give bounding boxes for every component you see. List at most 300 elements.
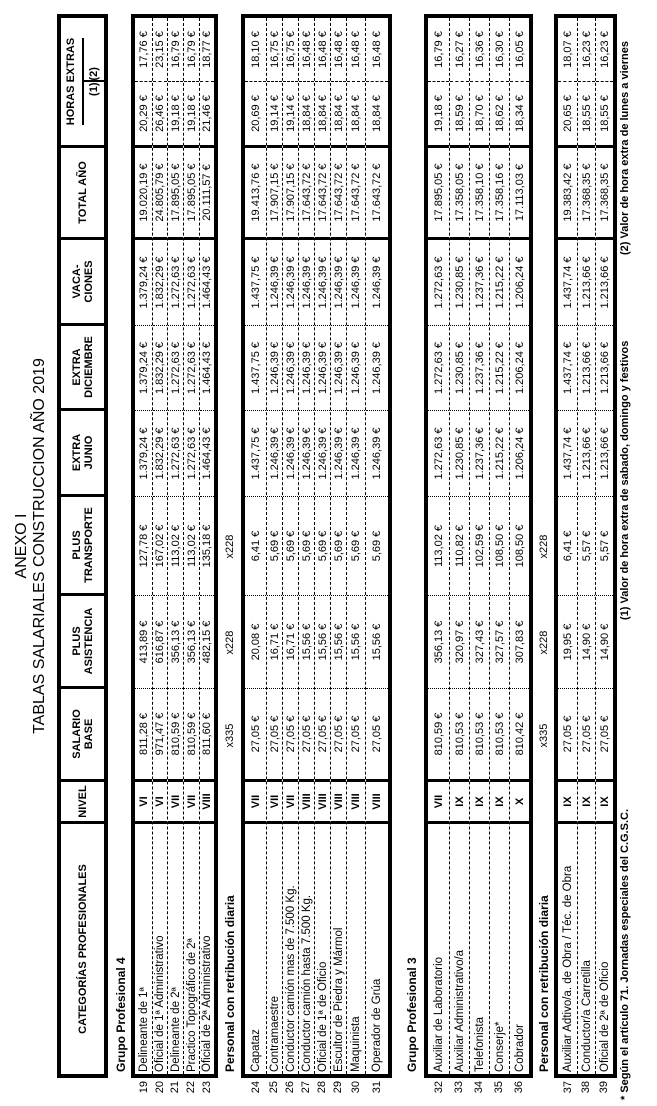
- category-name: Practico Topográfico de 2ª: [185, 938, 198, 1072]
- transport-bonus: 113,02 €: [168, 497, 183, 596]
- header-overtime: [61, 18, 104, 148]
- row-number: 34: [473, 1081, 485, 1094]
- multiplier-asistencia: x228: [224, 630, 236, 655]
- table-header: [57, 14, 108, 1078]
- december-bonus: 1.272,63 €: [168, 326, 183, 411]
- category-name: Escultor de Piedra y Mármol: [332, 927, 345, 1072]
- row-number: 24: [249, 1081, 262, 1094]
- overtime-2: 18,77 €: [200, 18, 214, 82]
- transport-bonus: 5,69 €: [347, 497, 365, 596]
- table-row: [365, 18, 388, 1074]
- table-row: [245, 18, 266, 1074]
- attendance-bonus: 413,89 €: [135, 596, 152, 689]
- vacation: 1.246,39 €: [267, 240, 282, 326]
- transport-bonus: 135,18 €: [200, 497, 214, 596]
- attendance-bonus: 616,87 €: [153, 596, 167, 689]
- row-number: 35: [493, 1081, 505, 1094]
- level: VI: [153, 782, 167, 824]
- level: VIII: [299, 782, 314, 824]
- base-salary: 27,05 €: [283, 689, 298, 782]
- annual-total: 17.368,35 €: [596, 148, 613, 240]
- category-name: Capataz: [249, 1029, 262, 1072]
- june-bonus: 1.230,85 €: [450, 411, 469, 497]
- level: X: [510, 782, 529, 824]
- overtime-1: 20,65 €: [558, 82, 577, 148]
- june-bonus: 1.215,22 €: [490, 411, 509, 497]
- row-number: 31: [370, 1081, 383, 1094]
- december-bonus: 1.246,39 €: [299, 326, 314, 411]
- category-name: Contramaestre: [268, 995, 281, 1072]
- vacation: 1.246,39 €: [299, 240, 314, 326]
- level: IX: [578, 782, 595, 824]
- base-salary: 810,42 €: [510, 689, 529, 782]
- category-name: Auxiliar Adtivo/a. de Obra / Téc. de Obra: [561, 865, 574, 1072]
- annex-title: ANEXO I: [13, 513, 30, 579]
- december-bonus: 1.437,74 €: [558, 326, 577, 411]
- spacer: [535, 782, 553, 824]
- footnote-article-71: * Según el artículo 71. Jornadas especiales del C.G.S.C.: [619, 808, 631, 1100]
- overtime-1: 18,70 €: [470, 82, 489, 148]
- base-salary: 27,05 €: [245, 689, 266, 782]
- vacation: 1.230,85 €: [450, 240, 469, 326]
- annual-total: 17.907,15 €: [267, 148, 282, 240]
- base-salary: 27,05 €: [315, 689, 330, 782]
- june-bonus: 1.213,66 €: [596, 411, 613, 497]
- section-table: [554, 14, 617, 1078]
- december-bonus: 1.215,22 €: [490, 326, 509, 411]
- overtime-2: 18,07 €: [558, 18, 577, 82]
- header-attendance-bonus: PLUS ASISTENCIA: [61, 596, 104, 689]
- overtime-2: 17,76 €: [135, 18, 152, 82]
- footnote-overtime-weekend: (1) Valor de hora extra de sabado, domingo y festivos: [619, 340, 631, 620]
- overtime-1: 26,46 €: [153, 82, 167, 148]
- base-salary: 810,59 €: [168, 689, 183, 782]
- base-salary: 27,05 €: [366, 689, 388, 782]
- level: VIII: [366, 782, 388, 824]
- vacation: 1.213,66 €: [578, 240, 595, 326]
- row-number: 25: [268, 1081, 280, 1094]
- row-number: 36: [513, 1081, 525, 1094]
- june-bonus: 1.832,29 €: [153, 411, 167, 497]
- table-row: [266, 18, 282, 1074]
- vacation: 1.213,66 €: [596, 240, 613, 326]
- category-name: Delineante de 1ª: [137, 987, 150, 1072]
- vacation: 1.832,29 €: [153, 240, 167, 326]
- category-name: Oficial de 1ª Administrativo: [154, 935, 166, 1072]
- overtime-2: 16,48 €: [315, 18, 330, 82]
- table-row: [595, 18, 613, 1074]
- annual-total: 17.643,72 €: [347, 148, 365, 240]
- header-june-bonus: EXTRA JUNIO: [61, 411, 104, 497]
- level: VIII: [347, 782, 365, 824]
- june-bonus: 1.246,39 €: [299, 411, 314, 497]
- base-salary: 810,53 €: [470, 689, 489, 782]
- header-overtime-1: (1): [87, 82, 100, 96]
- row-numbers: [558, 1078, 613, 1106]
- vacation: 1.246,39 €: [331, 240, 346, 326]
- attendance-bonus: 356,13 €: [184, 596, 199, 689]
- row-number: 29: [332, 1081, 344, 1094]
- level: VII: [245, 782, 266, 824]
- level: IX: [470, 782, 489, 824]
- transport-bonus: 102,59 €: [470, 497, 489, 596]
- annual-total: 17.113,03 €: [510, 148, 529, 240]
- table-row: [298, 18, 314, 1074]
- overtime-2: 16,79 €: [168, 18, 183, 82]
- table-row: [489, 18, 509, 1074]
- table-row: [509, 18, 529, 1074]
- base-salary: 27,05 €: [596, 689, 613, 782]
- overtime-1: 19,18 €: [428, 82, 449, 148]
- row-numbers: [428, 1078, 529, 1106]
- base-salary: 810,53 €: [490, 689, 509, 782]
- attendance-bonus: 356,13 €: [168, 596, 183, 689]
- row-number: 20: [153, 1081, 166, 1094]
- annual-total: 17.358,05 €: [450, 148, 469, 240]
- base-salary: 27,05 €: [347, 689, 365, 782]
- vacation: 1.437,74 €: [558, 240, 577, 326]
- attendance-bonus: 16,71 €: [283, 596, 298, 689]
- overtime-1: 18,55 €: [578, 82, 595, 148]
- annual-total: 17.895,05 €: [168, 148, 183, 240]
- june-bonus: 1.246,39 €: [315, 411, 330, 497]
- june-bonus: 1.206,24 €: [510, 411, 529, 497]
- overtime-1: 18,62 €: [490, 82, 509, 148]
- overtime-1: 18,55 €: [596, 82, 613, 148]
- section-label: Grupo Profesional 3: [405, 957, 419, 1072]
- attendance-bonus: 15,56 €: [347, 596, 365, 689]
- overtime-2: 16,48 €: [331, 18, 346, 82]
- header-overtime-title: HORAS EXTRAS: [61, 38, 84, 125]
- overtime-1: 18,84 €: [299, 82, 314, 148]
- annual-total: 17.358,16 €: [490, 148, 509, 240]
- overtime-1: 20,29 €: [135, 82, 152, 148]
- category-name: Auxiliar Administrativo/a: [453, 949, 466, 1072]
- june-bonus: 1.246,39 €: [331, 411, 346, 497]
- attendance-bonus: 482,15 €: [200, 596, 214, 689]
- transport-bonus: 127,78 €: [135, 497, 152, 596]
- transport-bonus: 167,02 €: [153, 497, 167, 596]
- overtime-1: 19,14 €: [267, 82, 282, 148]
- section-label-row: [403, 14, 421, 1078]
- section-table: [131, 14, 218, 1078]
- june-bonus: 1.246,39 €: [283, 411, 298, 497]
- table-row: [469, 18, 489, 1074]
- annual-total: 17.368,35 €: [578, 148, 595, 240]
- overtime-1: 20,69 €: [245, 82, 266, 148]
- annual-total: 19.020,19 €: [135, 148, 152, 240]
- attendance-bonus: 320,97 €: [450, 596, 469, 689]
- level: VII: [283, 782, 298, 824]
- transport-bonus: 6,41 €: [245, 497, 266, 596]
- december-bonus: 1.464,43 €: [200, 326, 214, 411]
- table-row: [449, 18, 469, 1074]
- table-row: [558, 18, 577, 1074]
- header-december-bonus: EXTRA DICIEMBRE: [61, 326, 104, 411]
- attendance-bonus: 19,95 €: [558, 596, 577, 689]
- annual-total: 24.805,79 €: [153, 148, 167, 240]
- june-bonus: 1.246,39 €: [366, 411, 388, 497]
- june-bonus: 1.464,43 €: [200, 411, 214, 497]
- category-name: Conductor/a Carretilla: [580, 960, 593, 1072]
- june-bonus: 1.272,63 €: [428, 411, 449, 497]
- attendance-bonus: 307,83 €: [510, 596, 529, 689]
- spacer: [221, 782, 239, 824]
- overtime-2: 16,30 €: [490, 18, 509, 82]
- june-bonus: 1.272,63 €: [184, 411, 199, 497]
- transport-bonus: 5,69 €: [315, 497, 330, 596]
- december-bonus: 1.246,39 €: [283, 326, 298, 411]
- overtime-1: 19,18 €: [168, 82, 183, 148]
- base-salary: 810,59 €: [184, 689, 199, 782]
- category-name: Conductor camión mas de 7.500 Kg.: [284, 885, 297, 1072]
- vacation: 1.246,39 €: [366, 240, 388, 326]
- overtime-2: 16,79 €: [428, 18, 449, 82]
- spacer: [112, 782, 130, 824]
- section-label-row: [221, 14, 239, 1078]
- row-number: 22: [185, 1081, 197, 1094]
- attendance-bonus: 327,43 €: [470, 596, 489, 689]
- vacation: 1.206,24 €: [510, 240, 529, 326]
- transport-bonus: 5,57 €: [596, 497, 613, 596]
- overtime-2: 16,48 €: [366, 18, 388, 82]
- vacation: 1.379,24 €: [135, 240, 152, 326]
- row-number: 39: [598, 1081, 610, 1094]
- level: IX: [450, 782, 469, 824]
- row-number: 38: [580, 1081, 592, 1094]
- header-base-salary: SALARIO BASE: [61, 689, 104, 782]
- base-salary: 811,28 €: [135, 689, 152, 782]
- multiplier-asistencia: x228: [538, 630, 550, 655]
- table-row: [346, 18, 365, 1074]
- attendance-bonus: 15,56 €: [315, 596, 330, 689]
- overtime-2: 16,23 €: [578, 18, 595, 82]
- category-name: Delineante de 2ª: [169, 987, 182, 1072]
- level: VI: [135, 782, 152, 824]
- category-name: Oficial de 2ª de Oficio: [598, 961, 611, 1072]
- vacation: 1.246,39 €: [315, 240, 330, 326]
- june-bonus: 1.272,63 €: [168, 411, 183, 497]
- category-name: Oficial de 2ª Administrativo: [201, 935, 213, 1072]
- annual-total: 17.907,15 €: [283, 148, 298, 240]
- june-bonus: 1.246,39 €: [267, 411, 282, 497]
- document-title: TABLAS SALARIALES CONSTRUCCION AÑO 2019: [31, 358, 48, 734]
- section-table: [241, 14, 392, 1078]
- level: VII: [428, 782, 449, 824]
- base-salary: 27,05 €: [331, 689, 346, 782]
- attendance-bonus: 14,90 €: [578, 596, 595, 689]
- level: VII: [184, 782, 199, 824]
- row-number: 27: [300, 1081, 312, 1094]
- overtime-1: 21,46 €: [200, 82, 214, 148]
- row-number: 30: [349, 1081, 362, 1094]
- category-name: Oficial de 1ª de Oficio: [316, 961, 329, 1072]
- attendance-bonus: 20,08 €: [245, 596, 266, 689]
- row-number: 19: [137, 1081, 150, 1094]
- table-row: [135, 18, 152, 1074]
- table-row: [152, 18, 167, 1074]
- december-bonus: 1.246,39 €: [331, 326, 346, 411]
- vacation: 1.246,39 €: [283, 240, 298, 326]
- vacation: 1.246,39 €: [347, 240, 365, 326]
- annual-total: 19.383,42 €: [558, 148, 577, 240]
- table-row: [199, 18, 214, 1074]
- overtime-1: 18,84 €: [315, 82, 330, 148]
- december-bonus: 1.437,75 €: [245, 326, 266, 411]
- overtime-1: 19,14 €: [283, 82, 298, 148]
- base-salary: 27,05 €: [558, 689, 577, 782]
- transport-bonus: 5,57 €: [578, 497, 595, 596]
- multiplier-transporte: x228: [224, 534, 236, 559]
- level: VIII: [331, 782, 346, 824]
- transport-bonus: 5,69 €: [267, 497, 282, 596]
- row-numbers: [245, 1078, 388, 1106]
- vacation: 1.464,43 €: [200, 240, 214, 326]
- row-number: 32: [432, 1081, 445, 1094]
- section-label: Personal con retribución diaria: [223, 895, 237, 1072]
- header-level: NIVEL: [61, 782, 104, 824]
- december-bonus: 1.379,24 €: [135, 326, 152, 411]
- base-salary: 810,53 €: [450, 689, 469, 782]
- row-number: 37: [561, 1081, 574, 1094]
- transport-bonus: 108,50 €: [510, 497, 529, 596]
- table-row: [183, 18, 199, 1074]
- december-bonus: 1.230,85 €: [450, 326, 469, 411]
- attendance-bonus: 15,56 €: [366, 596, 388, 689]
- multiplier-transporte: x228: [538, 534, 550, 559]
- multiplier-salario: x335: [538, 723, 550, 748]
- december-bonus: 1.272,63 €: [428, 326, 449, 411]
- transport-bonus: 5,69 €: [299, 497, 314, 596]
- level: VIII: [315, 782, 330, 824]
- overtime-2: 16,23 €: [596, 18, 613, 82]
- category-name: Conductor camión hasta 7.500 Kg.: [300, 894, 313, 1072]
- row-number: 26: [284, 1081, 296, 1094]
- june-bonus: 1.213,66 €: [578, 411, 595, 497]
- row-number: 23: [200, 1081, 213, 1094]
- overtime-1: 18,59 €: [450, 82, 469, 148]
- december-bonus: 1.246,39 €: [366, 326, 388, 411]
- table-row: [428, 18, 449, 1074]
- row-number: 33: [453, 1081, 465, 1094]
- overtime-1: 18,84 €: [347, 82, 365, 148]
- level: IX: [596, 782, 613, 824]
- attendance-bonus: 15,56 €: [299, 596, 314, 689]
- base-salary: 27,05 €: [299, 689, 314, 782]
- annual-total: 17.643,72 €: [315, 148, 330, 240]
- overtime-2: 16,48 €: [299, 18, 314, 82]
- june-bonus: 1.437,75 €: [245, 411, 266, 497]
- overtime-2: 16,79 €: [184, 18, 199, 82]
- december-bonus: 1.246,39 €: [267, 326, 282, 411]
- category-name: Conserje*: [493, 1021, 506, 1072]
- overtime-1: 19,18 €: [184, 82, 199, 148]
- category-name: Maquinista: [350, 1016, 362, 1072]
- table-row: [167, 18, 183, 1074]
- level: VIII: [200, 782, 214, 824]
- vacation: 1.437,75 €: [245, 240, 266, 326]
- june-bonus: 1.379,24 €: [135, 411, 152, 497]
- annual-total: 17.895,05 €: [428, 148, 449, 240]
- row-number: 21: [169, 1081, 181, 1094]
- header-row: [61, 18, 104, 1074]
- december-bonus: 1.272,63 €: [184, 326, 199, 411]
- table-row: [282, 18, 298, 1074]
- vacation: 1.272,63 €: [184, 240, 199, 326]
- overtime-2: 16,36 €: [470, 18, 489, 82]
- header-annual-total: TOTAL AÑO: [61, 148, 104, 240]
- base-salary: 810,59 €: [428, 689, 449, 782]
- overtime-2: 23,15 €: [153, 18, 167, 82]
- vacation: 1.272,63 €: [168, 240, 183, 326]
- december-bonus: 1.237,36 €: [470, 326, 489, 411]
- annual-total: 17.895,05 €: [184, 148, 199, 240]
- base-salary: 811,60 €: [200, 689, 214, 782]
- december-bonus: 1.213,66 €: [596, 326, 613, 411]
- overtime-1: 18,34 €: [510, 82, 529, 148]
- transport-bonus: 110,82 €: [450, 497, 469, 596]
- transport-bonus: 113,02 €: [184, 497, 199, 596]
- transport-bonus: 113,02 €: [428, 497, 449, 596]
- annual-total: 17.643,72 €: [366, 148, 388, 240]
- december-bonus: 1.206,24 €: [510, 326, 529, 411]
- header-transport-bonus: PLUS TRANSPORTE: [61, 497, 104, 596]
- june-bonus: 1.246,39 €: [347, 411, 365, 497]
- table-row: [577, 18, 595, 1074]
- december-bonus: 1.246,39 €: [347, 326, 365, 411]
- june-bonus: 1.237,36 €: [470, 411, 489, 497]
- transport-bonus: 5,69 €: [283, 497, 298, 596]
- vacation: 1.215,22 €: [490, 240, 509, 326]
- level: VII: [168, 782, 183, 824]
- multiplier-salario: x335: [224, 723, 236, 748]
- december-bonus: 1.832,29 €: [153, 326, 167, 411]
- vacation: 1.237,36 €: [470, 240, 489, 326]
- overtime-2: 16,75 €: [267, 18, 282, 82]
- category-name: Auxiliar de Laboratorio: [432, 956, 445, 1072]
- category-name: Cobrador: [513, 1024, 526, 1072]
- attendance-bonus: 14,90 €: [596, 596, 613, 689]
- transport-bonus: 5,69 €: [366, 497, 388, 596]
- section-label-row: [112, 14, 130, 1078]
- row-number: 28: [316, 1081, 328, 1094]
- transport-bonus: 5,69 €: [331, 497, 346, 596]
- header-vacation: VACA- CIONES: [61, 240, 104, 326]
- overtime-2: 16,75 €: [283, 18, 298, 82]
- header-overtime-sub: [84, 67, 105, 96]
- base-salary: 27,05 €: [267, 689, 282, 782]
- table-row: [314, 18, 330, 1074]
- category-name: Operador de Grúa: [371, 978, 383, 1072]
- vacation: 1.272,63 €: [428, 240, 449, 326]
- transport-bonus: 6,41 €: [558, 497, 577, 596]
- annual-total: 17.643,72 €: [331, 148, 346, 240]
- attendance-bonus: 16,71 €: [267, 596, 282, 689]
- annual-total: 17.358,10 €: [470, 148, 489, 240]
- section-label-row: [535, 14, 553, 1078]
- header-overtime-2: (2): [84, 67, 105, 82]
- base-salary: 971,47 €: [153, 689, 167, 782]
- level: IX: [558, 782, 577, 824]
- level: VII: [267, 782, 282, 824]
- level: IX: [490, 782, 509, 824]
- header-category: CATEGORÍAS PROFESIONALES: [76, 864, 89, 1034]
- overtime-1: 18,84 €: [366, 82, 388, 148]
- overtime-2: 16,05 €: [510, 18, 529, 82]
- annual-total: 17.643,72 €: [299, 148, 314, 240]
- spacer: [403, 782, 421, 824]
- section-table: [424, 14, 533, 1078]
